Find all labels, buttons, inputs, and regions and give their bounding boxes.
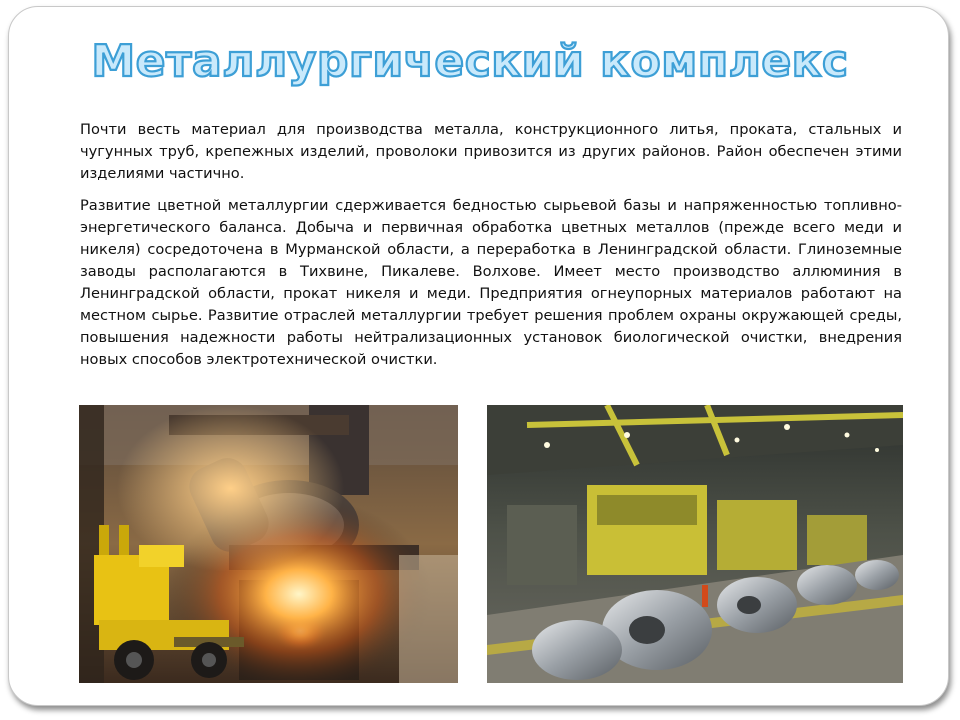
- paragraph-1: Почти весть материал для производства металла, конструкционного литья, проката, стальных и чугунных труб, крепежных изделий, проволоки привозится из других районов. Район обеспечен этими изделиями частично.: [80, 121, 902, 182]
- slide-body: [80, 119, 902, 381]
- rolling-mill-photo: [487, 405, 903, 683]
- paragraph-2: Развитие цветной металлургии сдерживается бедностью сырьевой базы и напряженностью топливно-энергетического баланса. Добыча и первичная обработка цветных металлов (прежде всего меди и никеля) сосредоточена в Мурманской области, а переработка в Ленинградской области. Глиноземные заводы располагаются в Тихвине, Пикалеве. Волхове. Имеет место производство аллюминия в Ленинградской области, прокат никеля и меди. Предприятия огнеупорных материалов работают на местном сырье. Развитие отраслей металлургии требует решения проблем охраны окружающей среды, повышения надежности работы нейтрализационных установок биологической очистки, внедрения новых способов электротехнической очистки.: [80, 197, 902, 368]
- slide-title: Металлургический комплекс: [91, 36, 849, 87]
- steel-furnace-photo: [79, 405, 458, 683]
